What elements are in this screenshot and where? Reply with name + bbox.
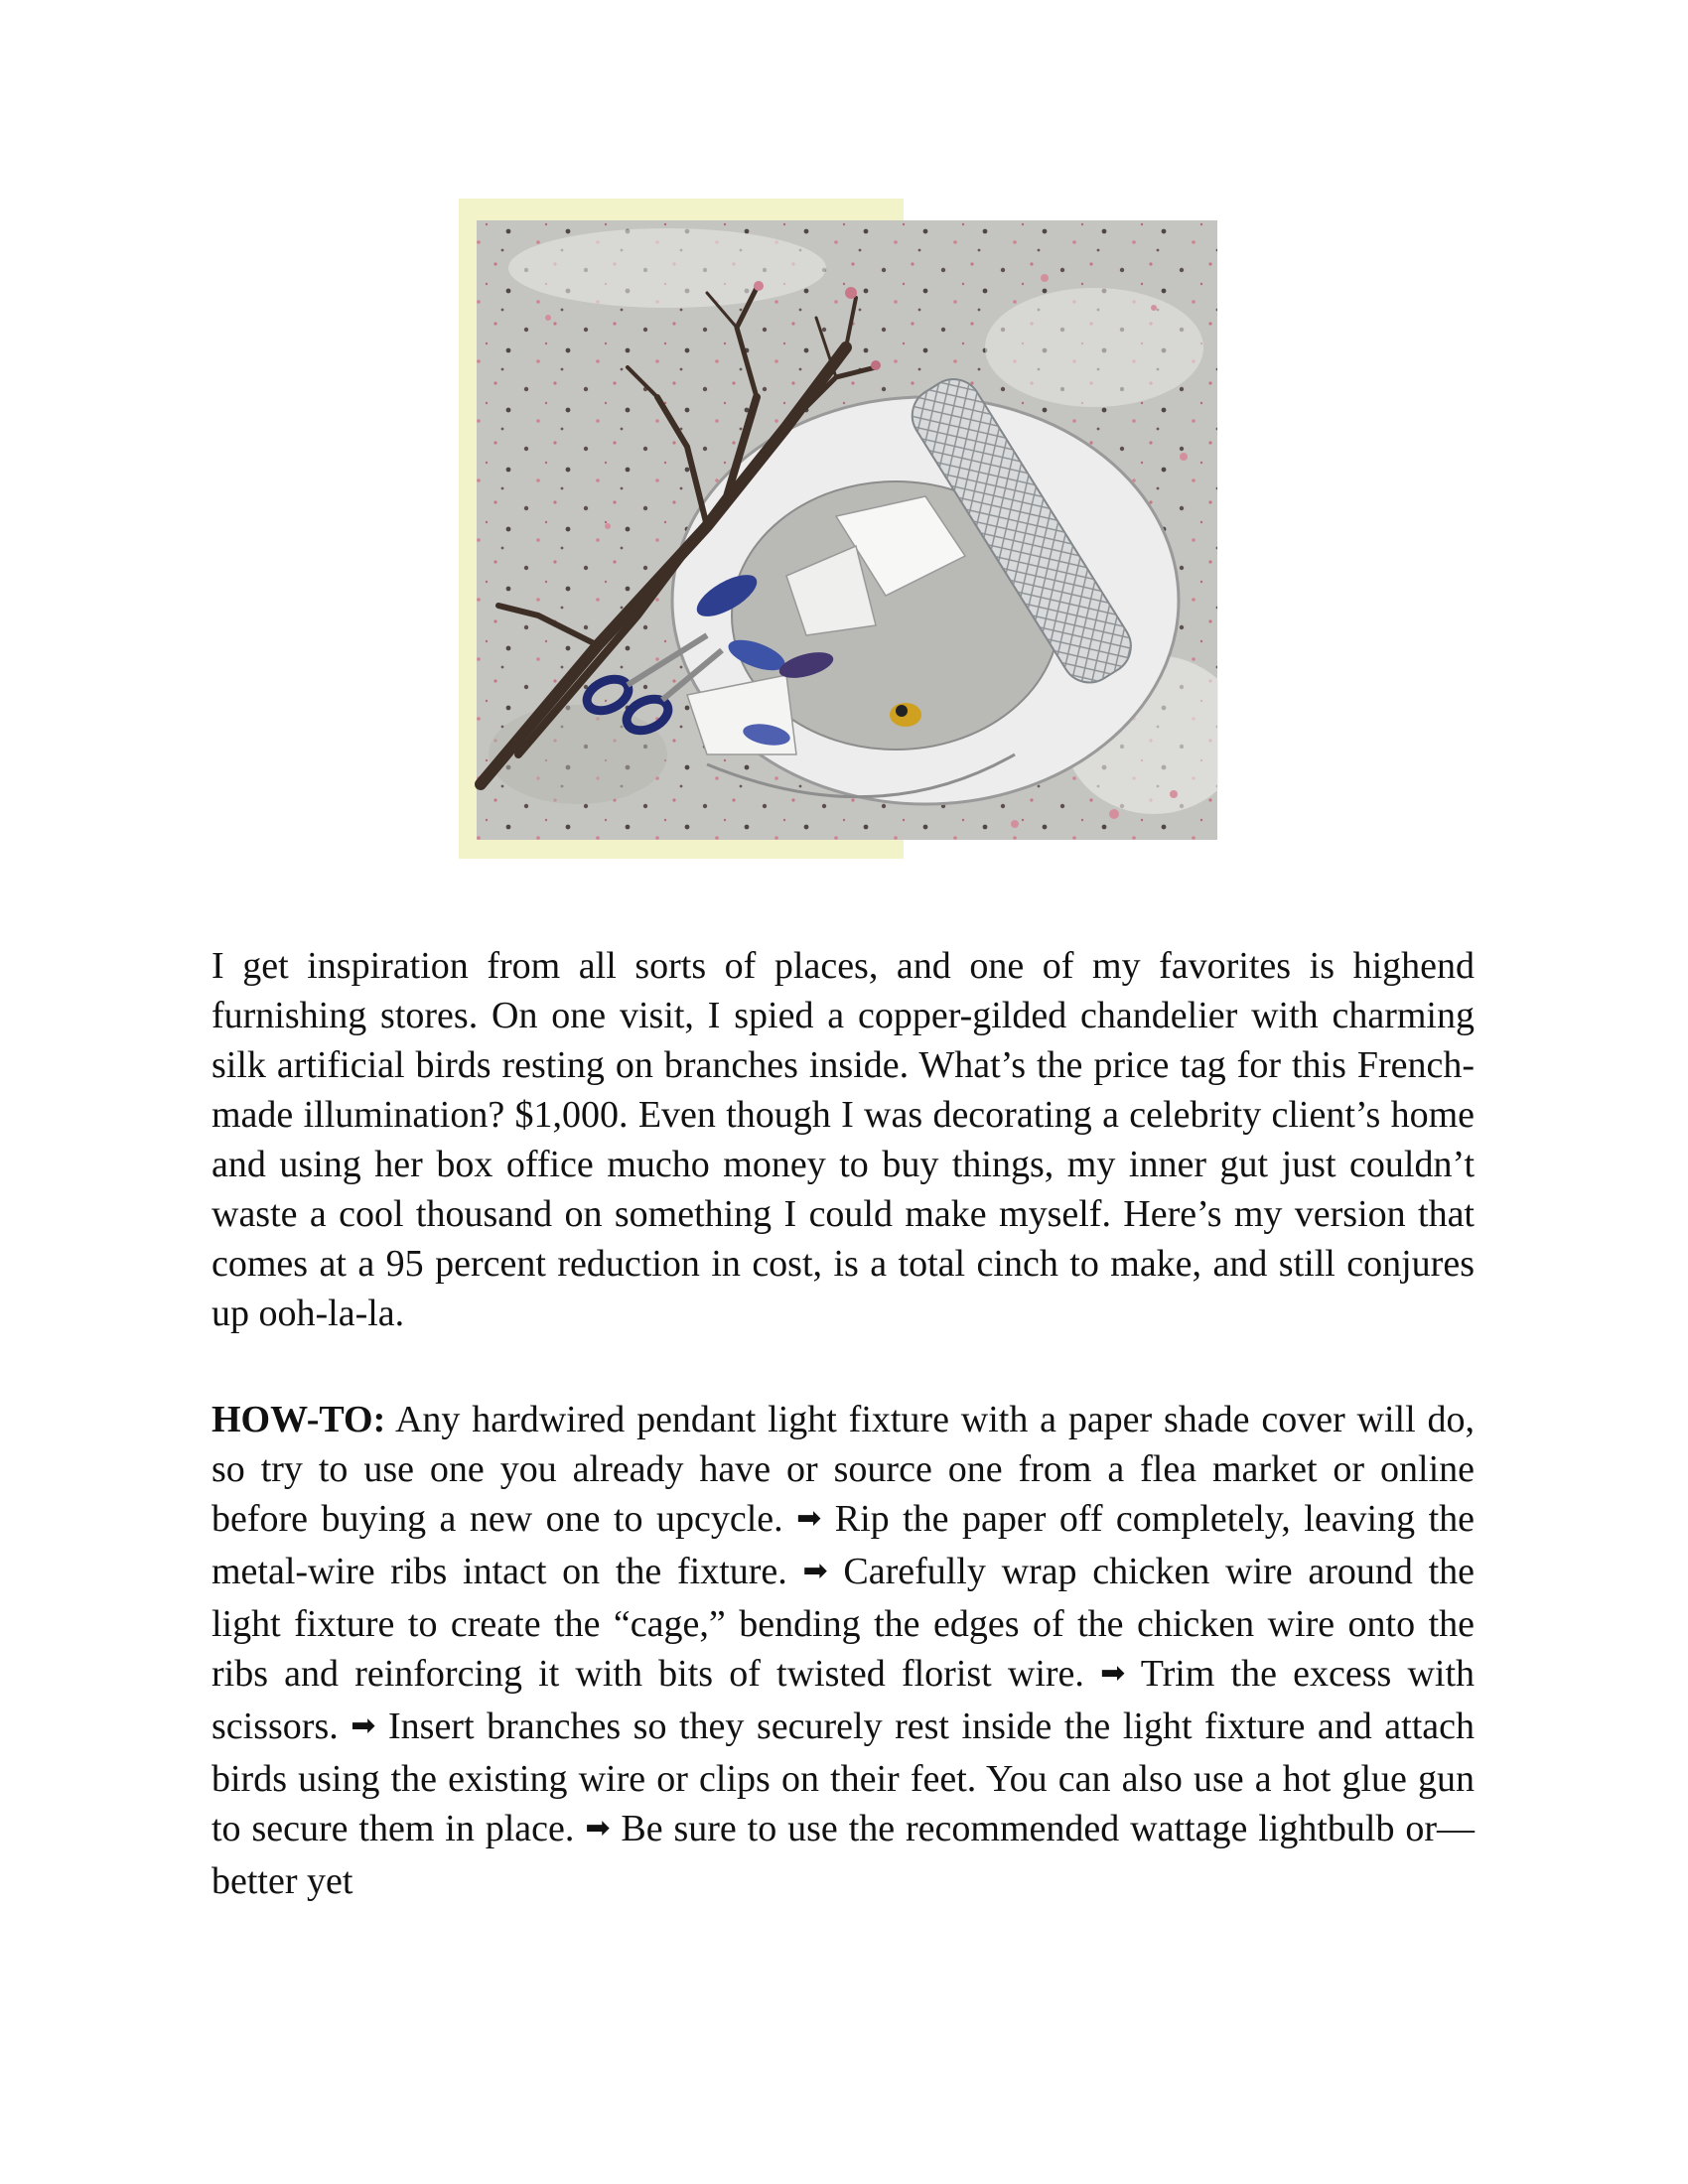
arrow-icon: ➡: [796, 1501, 822, 1536]
arrow-icon: ➡: [585, 1811, 611, 1845]
howto-step: Insert branches so they securely rest inside the light fixture and attach birds using the existing wire or clips on their feet. You can also use a hot glue gun to secure them in place.: [211, 1706, 1476, 1849]
howto-paragraph: [211, 1395, 1475, 1906]
howto-step: Carefully wrap chicken wire around the light fixture to create the “cage,” bending the edges of the chicken wire onto the ribs and reinforcing it with bits of twisted florist wire.: [211, 1551, 1476, 1695]
howto-label: HOW-TO:: [211, 1399, 386, 1440]
arrow-icon: ➡: [1100, 1656, 1126, 1691]
intro-paragraph: I get inspiration from all sorts of places, and one of my favorites is highend furnishing stores. On one visit, I spied a copper-gilded chandelier with charming silk artificial birds resting on branches inside. What’s the price tag for this French-made illumination? $1,000. Even though I was decorating a celebrity client’s home and using her box office mucho money to buy things, my inner gut just couldn’t waste a cool thousand on something I could make myself. Here’s my version that comes at a 95 percent reduction in cost, is a total cinch to make, and still conjures up ooh-la-la.: [211, 945, 1475, 1334]
craft-materials-photo: [459, 199, 1218, 859]
arrow-icon: ➡: [802, 1554, 828, 1588]
howto-step: Rip the paper off completely, leaving the metal-wire ribs intact on the fixture.: [211, 1498, 1476, 1592]
arrow-icon: ➡: [351, 1708, 376, 1743]
howto-step: Trim the excess with scissors.: [211, 1653, 1476, 1747]
howto-step: Any hardwired pendant light fixture with a paper shade cover will do, so try to use one you already have or source one from a flea market or online before buying a new one to upcycle.: [211, 1399, 1475, 1540]
howto-step: Be sure to use the recommended wattage lightbulb or—better yet: [211, 1808, 1476, 1902]
